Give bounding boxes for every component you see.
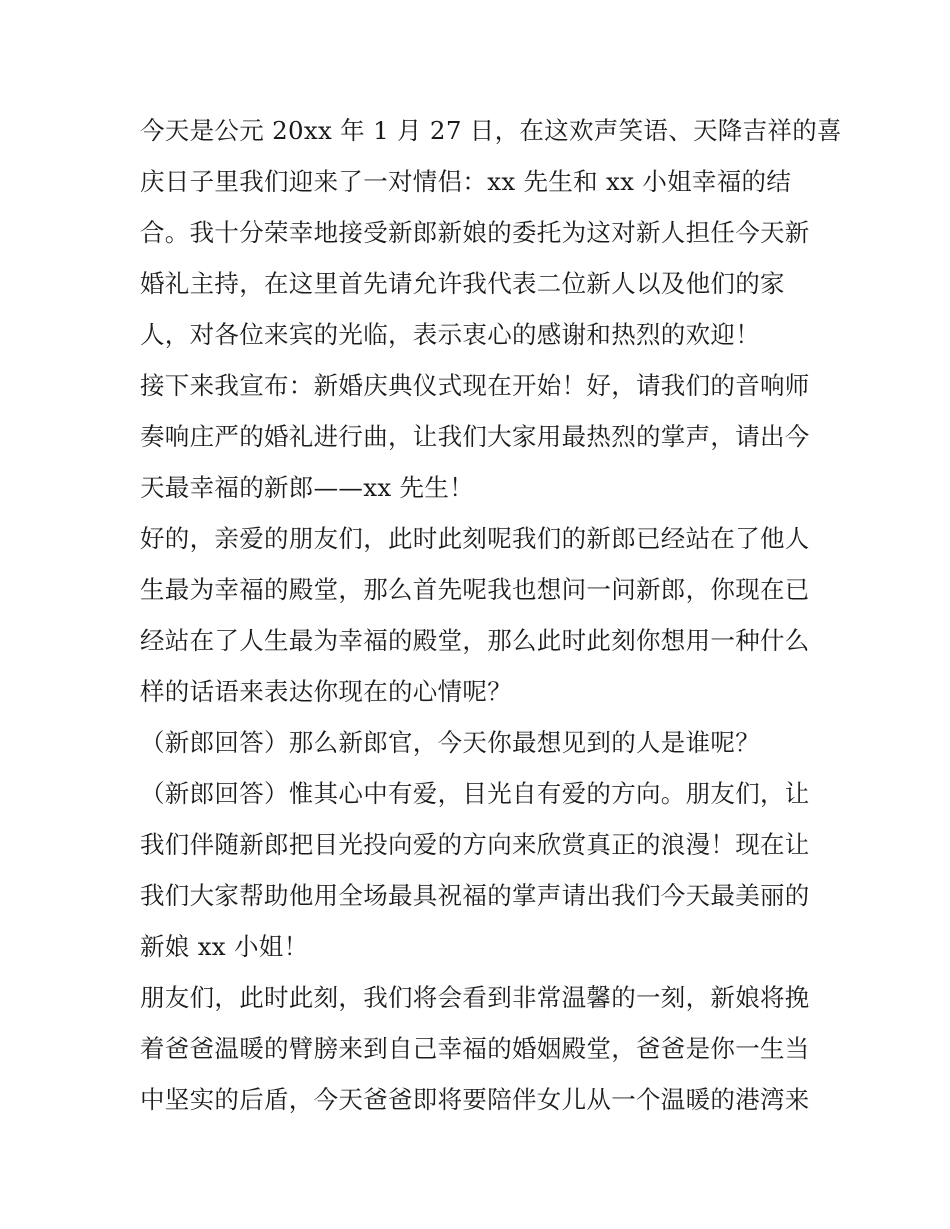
text-line: 人，对各位来宾的光临，表示衷心的感谢和热烈的欢迎！ — [140, 320, 760, 349]
text-line: （新郎回答）惟其心中有爱，目光自有爱的方向。朋友们，让 — [140, 779, 810, 808]
text-line: 合。我十分荣幸地接受新郎新娘的委托为这对新人担任今天新 — [140, 218, 810, 247]
text-line: 我们伴随新郎把目光投向爱的方向来欣赏真正的浪漫！现在让 — [140, 830, 810, 859]
text-line: 婚礼主持，在这里首先请允许我代表二位新人以及他们的家 — [140, 269, 785, 298]
text-line: 我们大家帮助他用全场最具祝福的掌声请出我们今天最美丽的 — [140, 881, 810, 910]
text-line: 着爸爸温暖的臂膀来到自己幸福的婚姻殿堂，爸爸是你一生当 — [140, 1034, 810, 1063]
text-line: 朋友们，此时此刻，我们将会看到非常温馨的一刻，新娘将挽 — [140, 983, 810, 1012]
text-line: 中坚实的后盾，今天爸爸即将要陪伴女儿从一个温暖的港湾来 — [140, 1085, 810, 1114]
text-line: 好的，亲爱的朋友们，此时此刻呢我们的新郎已经站在了他人 — [140, 524, 810, 553]
text-line: 天最幸福的新郎——xx 先生！ — [140, 473, 474, 502]
text-line: 今天是公元 20xx 年 1 月 27 日，在这欢声笑语、天降吉祥的喜 — [140, 116, 842, 145]
text-line: 样的话语来表达你现在的心情呢？ — [140, 677, 512, 706]
text-line: 奏响庄严的婚礼进行曲，让我们大家用最热烈的掌声，请出今 — [140, 422, 810, 451]
text-line: 生最为幸福的殿堂，那么首先呢我也想问一问新郎，你现在已 — [140, 575, 810, 604]
text-line: 新娘 xx 小姐！ — [140, 932, 309, 961]
text-line: 庆日子里我们迎来了一对情侣：xx 先生和 xx 小姐幸福的结 — [140, 167, 792, 196]
text-line: （新郎回答）那么新郎官，今天你最想见到的人是谁呢？ — [140, 728, 760, 757]
text-line: 经站在了人生最为幸福的殿堂，那么此时此刻你想用一种什么 — [140, 626, 810, 655]
text-line: 接下来我宣布：新婚庆典仪式现在开始！好，请我们的音响师 — [140, 371, 810, 400]
